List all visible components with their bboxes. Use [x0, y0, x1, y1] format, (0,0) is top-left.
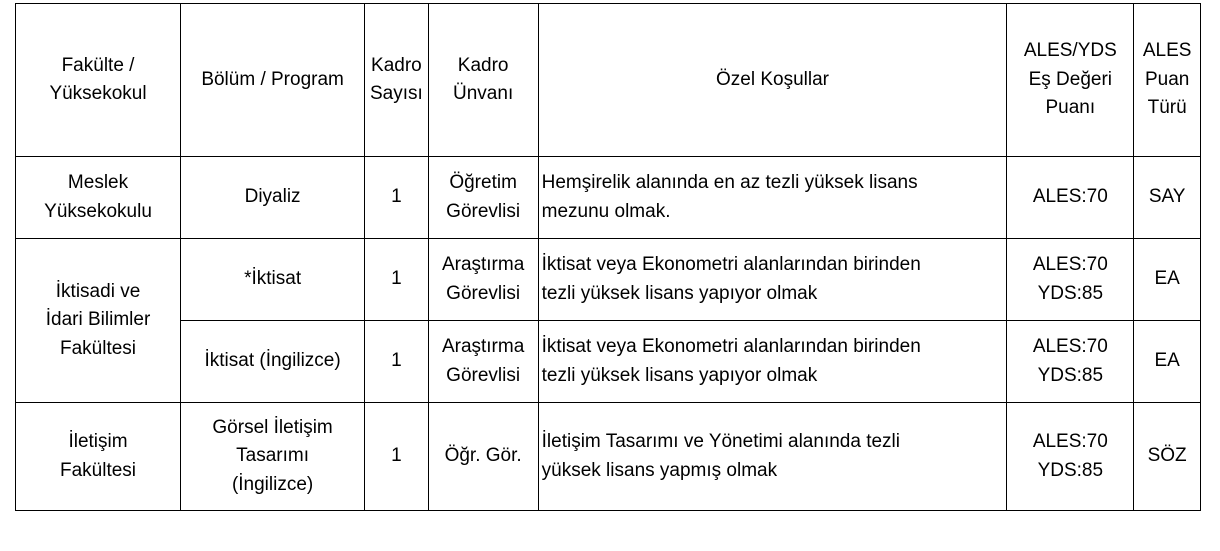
faculty-cell: İktisadi ve İdari Bilimler Fakültesi	[16, 239, 181, 403]
title-cell: Öğr. Gör.	[428, 403, 538, 511]
count-cell: 1	[365, 321, 428, 403]
program-cell: Diyaliz	[181, 157, 365, 239]
table-row	[16, 403, 1201, 511]
conditions-cell: İktisat veya Ekonometri alanlarından birinden tezli yüksek lisans yapıyor olmak	[538, 239, 1007, 321]
conditions-cell: Hemşirelik alanında en az tezli yüksek lisans mezunu olmak.	[538, 157, 1007, 239]
header-program: Bölüm / Program	[181, 4, 365, 157]
program-cell: İktisat (İngilizce)	[181, 321, 365, 403]
score-type-cell: EA	[1134, 321, 1201, 403]
title-cell: Öğretim Görevlisi	[428, 157, 538, 239]
positions-table	[15, 3, 1201, 511]
header-score-type: ALES Puan Türü	[1134, 4, 1201, 157]
header-title: Kadro Ünvanı	[428, 4, 538, 157]
score-type-cell: SÖZ	[1134, 403, 1201, 511]
header-score: ALES/YDS Eş Değeri Puanı	[1007, 4, 1134, 157]
score-cell: ALES:70 YDS:85	[1007, 239, 1134, 321]
faculty-cell: İletişim Fakültesi	[16, 403, 181, 511]
score-cell: ALES:70	[1007, 157, 1134, 239]
table-row	[16, 239, 1201, 321]
title-cell: Araştırma Görevlisi	[428, 321, 538, 403]
table-header-row	[16, 4, 1201, 157]
header-faculty: Fakülte / Yüksekokul	[16, 4, 181, 157]
title-cell: Araştırma Görevlisi	[428, 239, 538, 321]
count-cell: 1	[365, 239, 428, 321]
table-row	[16, 321, 1201, 403]
conditions-cell: İktisat veya Ekonometri alanlarından birinden tezli yüksek lisans yapıyor olmak	[538, 321, 1007, 403]
score-type-cell: EA	[1134, 239, 1201, 321]
score-cell: ALES:70 YDS:85	[1007, 321, 1134, 403]
score-cell: ALES:70 YDS:85	[1007, 403, 1134, 511]
program-cell: *İktisat	[181, 239, 365, 321]
header-count: Kadro Sayısı	[365, 4, 428, 157]
table-row	[16, 157, 1201, 239]
score-type-cell: SAY	[1134, 157, 1201, 239]
count-cell: 1	[365, 403, 428, 511]
program-cell: Görsel İletişim Tasarımı (İngilizce)	[181, 403, 365, 511]
header-conditions: Özel Koşullar	[538, 4, 1007, 157]
conditions-cell: İletişim Tasarımı ve Yönetimi alanında tezli yüksek lisans yapmış olmak	[538, 403, 1007, 511]
faculty-cell: Meslek Yüksekokulu	[16, 157, 181, 239]
count-cell: 1	[365, 157, 428, 239]
